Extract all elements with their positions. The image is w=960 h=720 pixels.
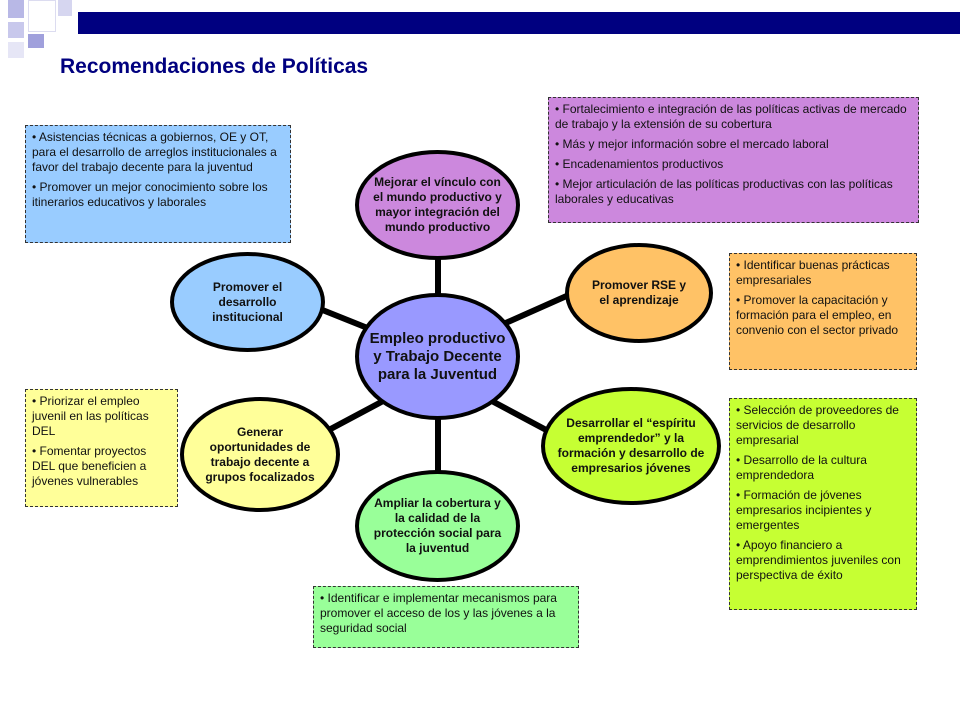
box-right-lime: [729, 398, 917, 610]
node-left-bottom: [180, 397, 340, 512]
list-item: • Priorizar el empleo juvenil en las políticas DEL: [32, 394, 149, 438]
box-top-left: [25, 125, 291, 243]
list-item: • Fomentar proyectos DEL que beneficien a jóvenes vulnerables: [32, 444, 147, 488]
box-bottom-green: [313, 586, 579, 648]
list-item: • Identificar buenas prácticas empresariales: [736, 258, 890, 287]
node-bottom-right-label: Desarrollar el “espíritu emprendedor” y la formación y desarrollo de empresarios jóvenes: [557, 416, 705, 475]
node-bottom-right: [541, 387, 721, 505]
node-top-label: Mejorar el vínculo con el mundo productivo y mayor integración del mundo productivo: [373, 175, 502, 234]
box-left-yellow: [25, 389, 178, 507]
center-label: Empleo productivo y Trabajo Decente para la Juventud: [369, 329, 506, 383]
list-item: • Encadenamientos productivos: [555, 157, 724, 171]
list-item: • Asistencias técnicas a gobiernos, OE y OT, para el desarrollo de arreglos institucionales a favor del trabajo decente para la juventud: [32, 130, 277, 174]
page-title: Recomendaciones de Políticas: [60, 55, 369, 78]
list-item: • Promover un mejor conocimiento sobre los itinerarios educativos y laborales: [32, 180, 268, 209]
list-item: • Fortalecimiento e integración de las políticas activas de mercado de trabajo y la extensión de su cobertura: [555, 102, 907, 131]
list-item: • Mejor articulación de las políticas productivas con las políticas laborales y educativas: [555, 177, 893, 206]
center-node: [355, 293, 520, 420]
box-right-orange: [729, 253, 917, 370]
list-item: • Selección de proveedores de servicios de desarrollo empresarial: [736, 403, 899, 447]
list-item: • Formación de jóvenes empresarios incipientes y emergentes: [736, 488, 872, 532]
list-item: • Apoyo financiero a emprendimientos juveniles con perspectiva de éxito: [736, 538, 901, 582]
node-top: [355, 150, 520, 260]
node-left-bottom-label: Generar oportunidades de trabajo decente a grupos focalizados: [205, 424, 315, 484]
list-item: • Desarrollo de la cultura emprendedora: [736, 453, 867, 482]
node-left-top: [170, 252, 325, 352]
box-top-right: [548, 97, 919, 223]
node-right-label: Promover RSE y el aprendizaje: [591, 278, 687, 307]
list-item: • Promover la capacitación y formación para el empleo, en convenio con el sector privado: [736, 293, 899, 337]
node-left-top-label: Promover el desarrollo institucional: [212, 279, 283, 324]
node-bottom: [355, 470, 520, 582]
list-item: • Identificar e implementar mecanismos para promover el acceso de los y las jóvenes a la seguridad social: [320, 591, 557, 635]
list-item: • Más y mejor información sobre el mercado laboral: [555, 137, 829, 151]
node-right: [565, 243, 713, 343]
node-bottom-label: Ampliar la cobertura y la calidad de la protección social para la juventud: [373, 496, 502, 555]
